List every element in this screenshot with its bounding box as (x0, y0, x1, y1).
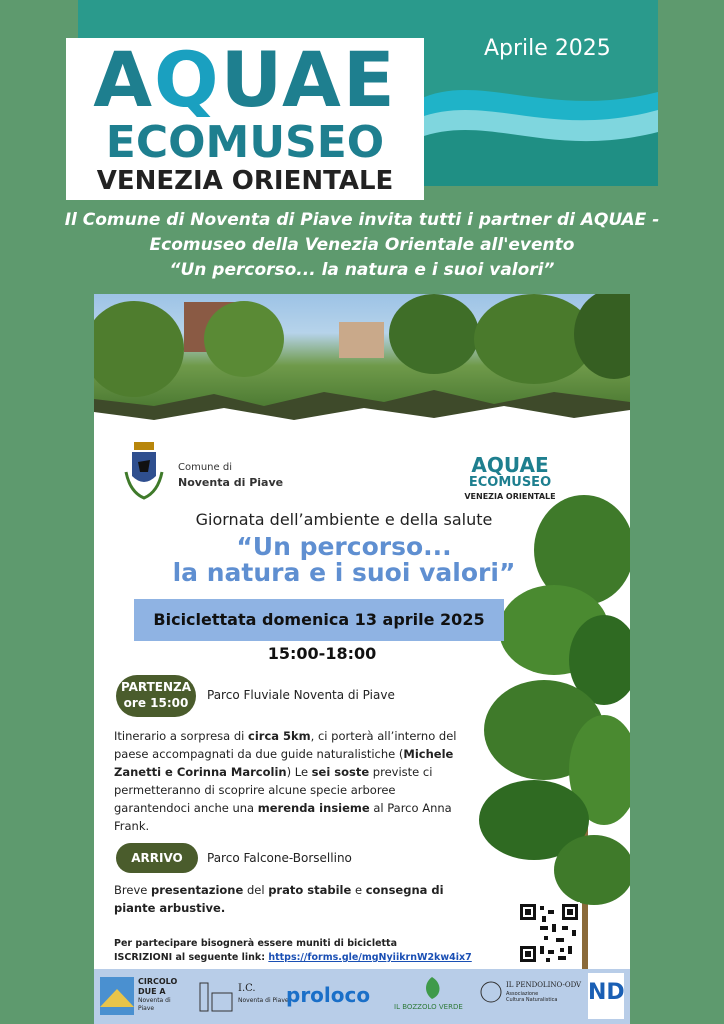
registration-link[interactable]: https://forms.gle/mgNyiikrnW2kw4ix7 (268, 952, 472, 963)
registration-note-line-2: ISCRIZIONI al seguente link: https://forms.gle/mgNyiikrnW2kw4ix7 (114, 952, 472, 963)
partenza-time: ore 15:00 (123, 696, 189, 710)
small-logo-ecomuseo: ECOMUSEO (468, 475, 552, 490)
nd-label: ND (588, 980, 625, 1005)
logo-ecomuseo-text: ECOMUSEO (105, 117, 385, 168)
circolo-icon (100, 977, 134, 1015)
comune-label (178, 460, 283, 491)
invite-line-2: Ecomuseo della Venezia Orientale all'evento (149, 235, 575, 255)
logo-aquae-text: AQUAE (93, 35, 397, 124)
park-photo-graphic (94, 294, 630, 424)
pendolino-line-2: Associazione (506, 991, 539, 997)
aquae-logo (66, 35, 424, 200)
event-title-line-1: “Un percorso... (236, 532, 452, 561)
issue-date: Aprile 2025 (484, 36, 611, 61)
registration-note (114, 937, 514, 965)
circolo-line-4: Piave (138, 1005, 155, 1012)
registration-note-line-1: Per partecipare bisognerà essere muniti di bicicletta (114, 938, 398, 949)
partenza-badge (116, 675, 196, 717)
small-logo-aquae: AQUAE (471, 453, 549, 477)
event-subtitle: Giornata dell’ambiente e della salute (195, 510, 493, 529)
arrivo-place: Parco Falcone-Borsellino (207, 851, 352, 865)
event-title-line-2: la natura e i suoi valori” (172, 558, 516, 587)
circolo-line-2: DUE A (138, 987, 166, 996)
partners-footer (94, 969, 630, 1024)
bozzolo-label: IL BOZZOLO VERDE (394, 1003, 463, 1011)
arrivo-badge: ARRIVO (116, 843, 198, 873)
circolo-line-1: CIRCOLO (138, 977, 178, 986)
arrivo-description: Breve presentazione del prato stabile e consegna di piante arbustive. (114, 883, 444, 915)
ic-label: I.C. (238, 983, 256, 994)
bike-ride-banner: Biciclettata domenica 13 aprile 2025 (134, 599, 504, 641)
comune-line-2: Noventa di Piave (178, 476, 284, 489)
pendolino-label: IL PENDOLINO-ODV (506, 981, 582, 989)
bozzolo-icon (422, 975, 442, 1001)
pendolino-line-3: Cultura Naturalistica (506, 997, 558, 1003)
pendolino-icon (480, 979, 502, 1005)
invite-line-3: “Un percorso... la natura e i suoi valori” (169, 260, 555, 280)
ic-sublabel: Noventa di Piave (238, 997, 289, 1004)
itinerary-description: Itinerario a sorpresa di circa 5km, ci porterà all’interno del paese accompagnati da due guide naturalistiche (Michele Zanetti e Corinna Marcolin) Le sei soste previste ci permetteranno di scoprire alcune specie arboree garantendoci anche una merenda insieme al Parco Anna Frank. (114, 729, 457, 833)
park-photo (94, 294, 630, 424)
event-title (94, 534, 594, 586)
qr-code-icon[interactable] (518, 902, 580, 964)
invitation-text (30, 208, 694, 283)
small-logo-venezia: VENEZIA ORIENTALE (464, 492, 556, 501)
proloco-logo: proloco (286, 983, 371, 1007)
partenza-place: Parco Fluviale Noventa di Piave (207, 688, 395, 702)
ic-icon (194, 979, 234, 1015)
logo-venezia-text: VENEZIA ORIENTALE (96, 166, 394, 196)
comune-line-1: Comune di (178, 462, 232, 473)
event-poster (94, 294, 630, 1024)
nd-logo (588, 973, 624, 1019)
event-time: 15:00-18:00 (267, 644, 377, 663)
partenza-label: PARTENZA (120, 680, 192, 694)
coat-of-arms-icon (124, 442, 164, 504)
invite-line-1: Il Comune di Noventa di Piave invita tutti i partner di AQUAE - (64, 210, 660, 230)
circolo-line-3: Noventa di (138, 997, 171, 1004)
